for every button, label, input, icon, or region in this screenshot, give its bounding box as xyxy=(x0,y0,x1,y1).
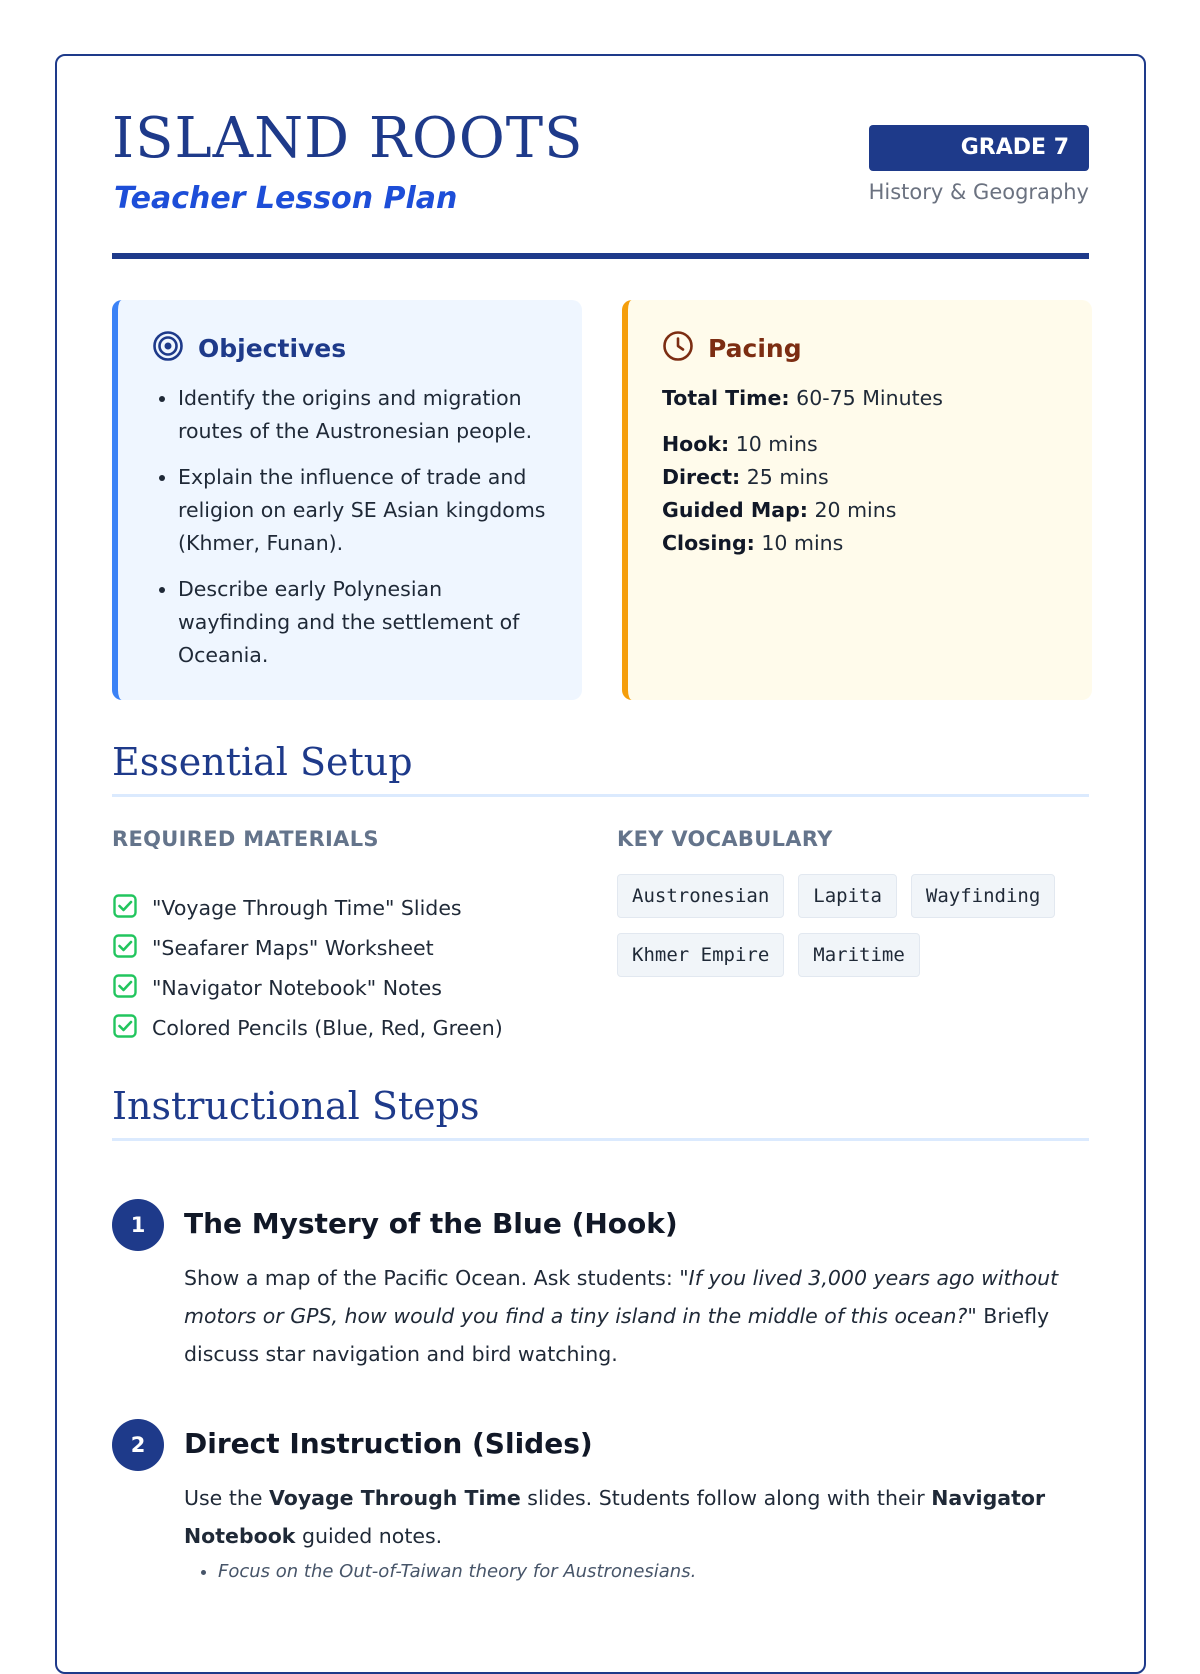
vocab-tag: Wayfinding xyxy=(911,874,1055,918)
header-divider xyxy=(112,253,1089,259)
pacing-row xyxy=(662,494,1064,527)
step-description xyxy=(184,1479,1089,1587)
subject-label: History & Geography xyxy=(868,180,1089,204)
pacing-row xyxy=(662,527,1064,560)
material-item xyxy=(112,1008,503,1048)
pacing-row xyxy=(662,461,1064,494)
step-quote: "If you lived 3,000 years ago without motors or GPS, how would you find a tiny island in the middle of this ocean?" xyxy=(184,1266,1059,1328)
pacing-row-value: 20 mins xyxy=(814,498,897,522)
materials-list xyxy=(112,888,503,1048)
step-description xyxy=(184,1259,1089,1373)
materials-heading: REQUIRED MATERIALS xyxy=(112,827,379,851)
instructional-steps-heading: Instructional Steps xyxy=(112,1086,1089,1141)
clock-icon xyxy=(662,330,694,366)
objectives-list xyxy=(152,382,554,672)
objective-item: • Identify the origins and migration routes of the Austronesian people. xyxy=(178,382,554,448)
grade-badge: GRADE 7 xyxy=(869,125,1089,171)
vocab-tag: Maritime xyxy=(798,933,920,977)
step-text: slides. Students follow along with their xyxy=(520,1486,932,1510)
step-title: Direct Instruction (Slides) xyxy=(184,1427,593,1460)
checkbox-checked-icon xyxy=(112,933,138,964)
pacing-title: Pacing xyxy=(708,333,802,363)
checkbox-checked-icon xyxy=(112,1013,138,1044)
pacing-box xyxy=(622,300,1092,700)
pacing-row xyxy=(662,428,1064,461)
step-number: 1 xyxy=(112,1199,164,1251)
step-emphasis: Navigator Notebook xyxy=(184,1486,1046,1548)
checkbox-checked-icon xyxy=(112,973,138,1004)
step-bullet: • Focus on the Out-of-Taiwan theory for Austronesians. xyxy=(218,1557,1089,1587)
objectives-box xyxy=(112,300,582,700)
pacing-row-value: 10 mins xyxy=(735,432,818,456)
material-label: Colored Pencils (Blue, Red, Green) xyxy=(152,1016,503,1040)
objective-item: • Describe early Polynesian wayfinding and the settlement of Oceania. xyxy=(178,573,554,672)
material-label: "Seafarer Maps" Worksheet xyxy=(152,936,434,960)
lesson-plan-card xyxy=(55,54,1146,1674)
objectives-header xyxy=(152,330,554,366)
target-icon xyxy=(152,330,184,366)
vocab-tag: Austronesian xyxy=(617,874,784,918)
material-item xyxy=(112,888,503,928)
step-text: Show a map of the Pacific Ocean. Ask students: xyxy=(184,1266,680,1290)
step-emphasis: Voyage Through Time xyxy=(268,1486,521,1510)
pacing-row-label: Hook: xyxy=(662,432,730,456)
pacing-row-value: 10 mins xyxy=(761,531,844,555)
step-text: guided notes. xyxy=(295,1524,443,1548)
objective-item: • Explain the influence of trade and religion on early SE Asian kingdoms (Khmer, Funan). xyxy=(178,461,554,560)
card-content xyxy=(112,56,1089,1582)
pacing-total-value: 60-75 Minutes xyxy=(796,386,943,410)
pacing-total xyxy=(662,382,1064,415)
vocab-tag: Lapita xyxy=(798,874,897,918)
material-label: "Voyage Through Time" Slides xyxy=(152,896,462,920)
objectives-title: Objectives xyxy=(198,333,347,363)
checkbox-checked-icon xyxy=(112,893,138,924)
pacing-row-label: Closing: xyxy=(662,531,755,555)
pacing-row-label: Direct: xyxy=(662,465,741,489)
page-title: ISLAND ROOTS xyxy=(112,106,584,171)
step-text: Briefly discuss star navigation and bird watching. xyxy=(184,1304,1050,1366)
step-text: Use the xyxy=(184,1486,269,1510)
step-number: 2 xyxy=(112,1419,164,1471)
header xyxy=(112,56,1089,256)
pacing-header xyxy=(662,330,1064,366)
material-label: "Navigator Notebook" Notes xyxy=(152,976,442,1000)
pacing-row-value: 25 mins xyxy=(746,465,829,489)
material-item xyxy=(112,928,503,968)
pacing-total-label: Total Time: xyxy=(662,386,790,410)
vocab-tag: Khmer Empire xyxy=(617,933,784,977)
material-item xyxy=(112,968,503,1008)
essential-setup-heading: Essential Setup xyxy=(112,742,1089,797)
pacing-row-label: Guided Map: xyxy=(662,498,808,522)
page-subtitle: Teacher Lesson Plan xyxy=(114,181,458,216)
vocabulary-tags xyxy=(617,874,1087,977)
step-bullets xyxy=(184,1557,1089,1587)
vocabulary-heading: KEY VOCABULARY xyxy=(617,827,833,851)
step-title: The Mystery of the Blue (Hook) xyxy=(184,1207,678,1240)
